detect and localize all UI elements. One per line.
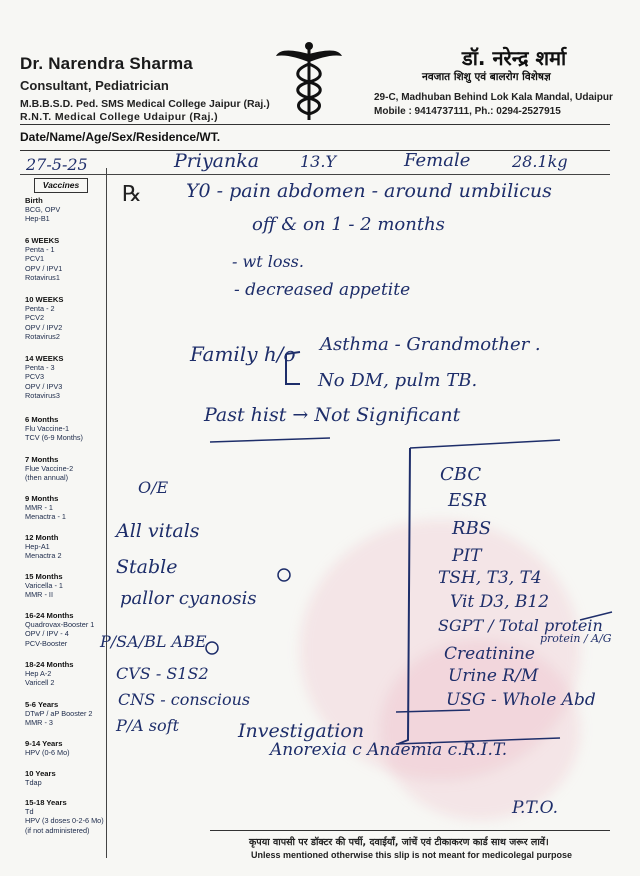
- vaccine-item: Hep-A1: [25, 542, 50, 552]
- investigation-item: USG - Whole Abd: [446, 690, 596, 710]
- vaccine-group-heading: 16-24 Months: [25, 611, 74, 620]
- vaccine-item: PCV1: [25, 254, 45, 264]
- footer-note-hindi: कृपया वापसी पर डॉक्टर की पर्ची, दवाईयाँ, जांचें एवं टीकाकरण कार्ड साथ जरूर लावें।: [249, 837, 549, 848]
- patient-fields-label: Date/Name/Age/Sex/Residence/WT.: [20, 130, 221, 144]
- vaccine-item: (then annual): [25, 473, 69, 483]
- investigation-item-note: protein / A/G: [540, 632, 612, 645]
- vaccine-group-heading: Birth: [25, 196, 43, 205]
- patient-date: 27-5-25: [26, 155, 88, 174]
- vaccine-item: OPV / IPV1: [25, 263, 63, 273]
- vaccine-item: DTwP / aP Booster 2: [25, 709, 93, 719]
- vaccine-group-heading: 15 Months: [25, 572, 63, 581]
- vaccine-group-10-years: [25, 769, 107, 787]
- investigation-item: SGPT / Total protein: [438, 616, 603, 635]
- investigation-item: Urine R/M: [448, 666, 539, 686]
- vaccine-group-14-weeks: [25, 354, 107, 400]
- vaccine-group-9-14-years: [25, 739, 107, 757]
- ink-circle: [206, 642, 218, 654]
- vaccine-item: Varicell 2: [25, 678, 55, 688]
- vaccine-group-18-24-months: [25, 660, 107, 688]
- clinic-address: 29-C, Madhuban Behind Lok Kala Mandal, Udaipur: [374, 92, 613, 103]
- past-history-underline: [210, 438, 330, 442]
- complaint-line-3: - wt loss.: [232, 252, 304, 271]
- vaccine-item: Hep-B1: [25, 214, 50, 224]
- investigation-item: ESR: [448, 490, 488, 511]
- vaccines-heading: Vaccines: [34, 178, 88, 193]
- vaccine-group-heading: 6 WEEKS: [25, 236, 60, 245]
- vaccine-group-heading: 9-14 Years: [25, 739, 63, 748]
- past-history: Past hist → Not Significant: [204, 404, 461, 426]
- footer-note-english: Unless mentioned otherwise this slip is not meant for medicolegal purpose: [251, 850, 573, 860]
- patient-fields-divider: [20, 150, 610, 151]
- vaccine-item: PCV3: [25, 372, 45, 382]
- diagnosis: Anorexia c Anaemia c.R.I.T.: [270, 740, 508, 760]
- family-history-line-2: No DM, pulm TB.: [318, 370, 478, 391]
- vaccine-item: TCV (6-9 Months): [25, 433, 83, 443]
- vaccine-item: Varicella - 1: [25, 581, 63, 591]
- vaccine-group-heading: 14 WEEKS: [25, 354, 64, 363]
- vaccine-group-heading: 6 Months: [25, 415, 59, 424]
- vaccine-group-heading: 12 Month: [25, 533, 59, 542]
- vaccine-item: Penta - 3: [25, 363, 55, 373]
- vaccine-group-6-weeks: [25, 236, 107, 282]
- patient-age: 13.Y: [300, 152, 337, 171]
- vaccine-item: Hep A-2: [25, 669, 52, 679]
- vaccine-item: MMR - II: [25, 590, 53, 600]
- doctor-title-hindi: नवजात शिशु एवं बालरोग विशेषज्ञ: [422, 71, 551, 83]
- investigation-item: TSH, T3, T4: [438, 568, 542, 588]
- vaccine-group-9-months: [25, 494, 107, 522]
- vaccine-item: Menactra - 1: [25, 512, 66, 522]
- family-history-label: Family h/o: [190, 342, 296, 366]
- exam-line-2: Stable: [116, 556, 178, 578]
- footer-divider: [210, 830, 610, 831]
- vaccine-item: Td: [25, 807, 34, 817]
- vaccine-item: OPV / IPV - 4: [25, 629, 69, 639]
- exam-line-6: CNS - conscious: [118, 690, 251, 709]
- vaccine-item: OPV / IPV2: [25, 322, 63, 332]
- patient-weight: 28.1kg: [512, 152, 568, 171]
- vaccine-group-7-months: [25, 455, 107, 483]
- vaccine-group-heading: 7 Months: [25, 455, 59, 464]
- vaccine-item: HPV (0-6 Mo): [25, 748, 70, 758]
- vaccine-item: MMR - 1: [25, 503, 53, 513]
- investigation-item: CBC: [440, 464, 482, 485]
- vaccine-item: Quadrovax-Booster 1: [25, 620, 95, 630]
- exam-line-1: All vitals: [116, 520, 200, 542]
- vaccine-group-6-months: [25, 415, 107, 443]
- vaccine-group-heading: 9 Months: [25, 494, 59, 503]
- vaccine-item: HPV (3 doses 0-2-6 Mo): [25, 816, 104, 826]
- exam-line-4: P/SA/BL ABE: [100, 632, 207, 651]
- doctor-name-hindi: डॉ. नरेन्द्र शर्मा: [462, 46, 567, 70]
- caduceus-logo: [274, 40, 344, 122]
- vaccine-group-heading: 10 Years: [25, 769, 56, 778]
- vaccine-group-heading: 18-24 Months: [25, 660, 74, 669]
- vaccine-group-heading: 10 WEEKS: [25, 295, 64, 304]
- vaccine-item: MMR - 3: [25, 718, 53, 728]
- vaccine-group-birth: [25, 196, 107, 224]
- vaccine-item: Penta - 1: [25, 245, 55, 255]
- investigation-item: Creatinine: [444, 644, 535, 664]
- vaccine-group-heading: 15-18 Years: [25, 798, 67, 807]
- vaccine-item: Rotavirus2: [25, 331, 60, 341]
- investigation-item: RBS: [452, 518, 492, 539]
- investigations-top-line: [410, 440, 560, 448]
- qualification-line-1: M.B.B.S.D. Ped. SMS Medical College Jaipur (Raj.): [20, 98, 270, 110]
- family-history-line-1: Asthma - Grandmother .: [320, 334, 541, 355]
- vaccine-group-15-months: [25, 572, 107, 600]
- qualification-line-2: R.N.T. Medical College Udaipur (Raj.): [20, 111, 218, 123]
- vaccine-item: Menactra 2: [25, 551, 62, 561]
- vaccine-group-15-18-years: [25, 798, 107, 835]
- exam-line-3: pallor cyanosis: [120, 588, 257, 609]
- vaccine-item: Tdap: [25, 778, 42, 788]
- vaccine-item: BCG, OPV: [25, 205, 61, 215]
- header-divider: [20, 124, 610, 125]
- complaint-line-1: Y0 - pain abdomen - around umbilicus: [186, 180, 552, 202]
- vaccine-item: (if not administered): [25, 825, 90, 835]
- ink-circle: [278, 569, 290, 581]
- doctor-title: Consultant, Pediatrician: [20, 78, 169, 93]
- investigation-item: Vit D3, B12: [450, 592, 550, 612]
- rx-symbol: ℞: [122, 182, 142, 207]
- investigation-item: PIT: [452, 546, 482, 566]
- investigations-label: Investigation: [238, 720, 365, 742]
- doctor-name: Dr. Narendra Sharma: [20, 54, 193, 73]
- complaint-line-2: off & on 1 - 2 months: [252, 214, 445, 235]
- vaccine-item: Penta - 2: [25, 304, 55, 314]
- body-top-divider: [20, 174, 610, 175]
- vaccine-item: Rotavirus3: [25, 390, 60, 400]
- vaccine-group-heading: 5-6 Years: [25, 700, 59, 709]
- vaccine-item: PCV2: [25, 313, 45, 323]
- oe-label: O/E: [138, 478, 169, 497]
- vaccine-group-12-month: [25, 533, 107, 561]
- vaccine-group-16-24-months: [25, 611, 107, 648]
- vaccine-item: PCV-Booster: [25, 638, 68, 648]
- vaccine-group-10-weeks: [25, 295, 107, 341]
- vaccine-item: Flue Vaccine-2: [25, 464, 74, 474]
- vaccine-item: Rotavirus1: [25, 272, 60, 282]
- vaccine-item: Flu Vaccine-1: [25, 424, 70, 434]
- complaint-line-4: - decreased appetite: [234, 280, 411, 300]
- page-turn-note: P.T.O.: [512, 798, 558, 818]
- patient-name: Priyanka: [174, 150, 260, 172]
- exam-line-7: P/A soft: [116, 716, 179, 735]
- exam-line-5: CVS - S1S2: [116, 664, 209, 683]
- clinic-phone: Mobile : 9414737111, Ph.: 0294-2527915: [374, 106, 561, 117]
- patient-sex: Female: [404, 150, 471, 171]
- vaccine-item: OPV / IPV3: [25, 381, 63, 391]
- vaccine-group-5-6-years: [25, 700, 107, 728]
